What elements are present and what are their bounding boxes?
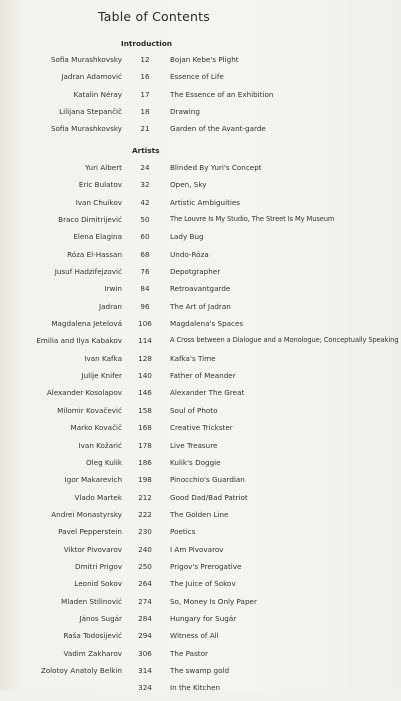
toc-entry (0, 215, 401, 232)
entry-page-number: 18 (140, 106, 150, 116)
entry-essay-title: Good Dad/Bad Patriot (170, 492, 248, 502)
toc-entry (0, 336, 401, 353)
entry-page-number: 32 (140, 180, 150, 190)
entry-essay-title: Garden of the Avant-garde (170, 124, 266, 134)
entry-page-number: 250 (138, 561, 152, 571)
entry-essay-title: The Louvre Is My Studio, The Street Is My Museum (170, 215, 335, 224)
entry-author: János Sugár (79, 613, 122, 623)
toc-entry (0, 475, 401, 492)
entry-page-number: 106 (138, 319, 152, 329)
entry-essay-title: Hungary for Sugár (170, 613, 237, 623)
toc-entry (0, 250, 401, 267)
toc-entry (0, 579, 401, 596)
entry-author: Róza El-Hassan (67, 249, 122, 259)
entry-author: Mladen Stilinović (61, 596, 122, 606)
entry-essay-title: Retroavantgarde (170, 284, 231, 294)
entry-essay-title: Pinocchio's Guardian (170, 475, 245, 485)
entry-page-number: 314 (138, 665, 152, 675)
entry-author: Zolotoy Anatoly Belkin (40, 665, 122, 675)
entry-essay-title: Soul of Photo (170, 405, 218, 415)
entry-essay-title: Prigov's Prerogative (170, 561, 242, 571)
entry-author: Irwin (104, 284, 122, 294)
entry-page-number: 284 (138, 613, 152, 623)
toc-entry (0, 90, 401, 107)
toc-entry (0, 406, 401, 423)
entry-page-number: 140 (138, 371, 152, 381)
entry-page-number: 294 (138, 631, 152, 641)
entry-author: Eric Bulatov (78, 180, 122, 190)
introduction-list (0, 55, 401, 141)
toc-entry (0, 545, 401, 562)
toc-entry (0, 163, 401, 180)
toc-entry (0, 631, 401, 648)
entry-page-number: 212 (138, 492, 152, 502)
toc-entry (0, 284, 401, 301)
entry-essay-title: Artistic Ambiguities (170, 197, 241, 207)
entry-essay-title: Live Treasure (170, 440, 218, 450)
entry-page-number: 12 (140, 55, 150, 64)
entry-author: Katalin Néray (73, 89, 122, 99)
entry-author: Ivan Kožarić (78, 440, 122, 450)
entry-essay-title: Kulik's Doggie (170, 457, 221, 467)
entry-essay-title: The Golden Line (170, 509, 229, 519)
entry-essay-title: The Juice of Sokov (170, 579, 236, 589)
entry-author: Braco Dimitrijević (58, 215, 122, 225)
toc-entry (0, 124, 401, 141)
toc-entry (0, 198, 401, 215)
entry-author: Pavel Pepperstein (58, 527, 122, 537)
entry-author: Jadran Adamović (61, 72, 122, 82)
toc-entry (0, 319, 401, 336)
entry-page-number: 146 (138, 388, 152, 398)
entry-page-number: 114 (138, 336, 152, 346)
entry-essay-title: I Am Pivovarov (170, 544, 224, 554)
entry-essay-title: So, Money Is Only Paper (170, 596, 257, 606)
entry-page-number: 274 (138, 596, 152, 606)
entry-essay-title: Father of Meander (170, 371, 236, 381)
toc-entry (0, 388, 401, 405)
toc-entry (0, 72, 401, 89)
entry-author: Marko Kovačič (70, 423, 122, 433)
entry-author: Oleg Kulik (86, 457, 122, 467)
toc-entry (0, 55, 401, 72)
entry-author: Elena Elagina (73, 232, 122, 242)
toc-entry (0, 267, 401, 284)
toc-entry (0, 666, 401, 683)
entry-author: Andrei Monastyrsky (51, 509, 122, 519)
entry-essay-title: The Pastor (170, 648, 208, 658)
entry-page-number: 24 (140, 163, 150, 172)
toc-entry (0, 649, 401, 666)
entry-page-number: 21 (140, 124, 150, 134)
toc-entry (0, 232, 401, 249)
entry-essay-title: Blinded By Yuri's Concept (170, 163, 262, 172)
entry-essay-title: Undo-Róza (170, 249, 209, 259)
entry-page-number: 186 (138, 457, 152, 467)
entry-page-number: 306 (138, 648, 152, 658)
entry-page-number: 178 (138, 440, 152, 450)
entry-page-number: 60 (140, 232, 150, 242)
entry-author: Leonid Sokov (74, 579, 122, 589)
entry-essay-title: Bojan Kebe's Plight (170, 55, 239, 64)
entry-author: Jusuf Hadzifejzović (54, 267, 122, 277)
entry-author: Dmitri Prigov (75, 561, 122, 571)
page-title: Table of Contents (98, 9, 210, 24)
entry-page-number: 16 (140, 72, 150, 82)
entry-essay-title: Alexander The Great (170, 388, 245, 398)
entry-page-number: 324 (138, 683, 152, 693)
entry-essay-title: Drawing (170, 106, 200, 116)
entry-page-number: 240 (138, 544, 152, 554)
toc-entry (0, 597, 401, 614)
entry-page-number: 222 (138, 509, 152, 519)
entry-author: Vadim Zakharov (63, 648, 122, 658)
entry-author: Sofia Murashkovsky (50, 55, 122, 64)
toc-entry (0, 562, 401, 579)
toc-entry (0, 683, 401, 700)
section-heading-artists: Artists (132, 146, 160, 155)
entry-page-number: 158 (138, 405, 152, 415)
toc-entry (0, 302, 401, 319)
entry-page-number: 76 (140, 267, 150, 277)
entry-essay-title: Witness of All (170, 631, 219, 641)
entry-page-number: 198 (138, 475, 152, 485)
entry-essay-title: The swamp gold (170, 665, 230, 675)
entry-author: Yuri Albert (84, 163, 122, 172)
entry-author: Emilia and Ilya Kabakov (36, 336, 122, 346)
toc-entry (0, 510, 401, 527)
entry-essay-title: Magdalena's Spaces (170, 319, 244, 329)
entry-author: Raša Todosijević (63, 631, 122, 641)
entry-author: Alexander Kosolapov (46, 388, 122, 398)
entry-author: Milomir Kovačević (57, 405, 122, 415)
entry-page-number: 230 (138, 527, 152, 537)
entry-page-number: 42 (140, 197, 150, 207)
entry-page-number: 50 (140, 215, 150, 225)
artists-list (0, 163, 401, 701)
toc-entry (0, 493, 401, 510)
entry-author: Ivan Chuikov (75, 197, 122, 207)
entry-page-number: 17 (140, 89, 150, 99)
entry-author: Viktor Pivovarov (63, 544, 122, 554)
entry-essay-title: Open, Sky (170, 180, 207, 190)
entry-essay-title: A Cross between a Dialogue and a Monologue; Conceptually Speaking (170, 336, 399, 345)
section-heading-introduction: Introduction (121, 39, 172, 48)
toc-entry (0, 527, 401, 544)
entry-essay-title: Depotgrapher (170, 267, 221, 277)
toc-entry (0, 354, 401, 371)
toc-entry (0, 441, 401, 458)
entry-page-number: 84 (140, 284, 150, 294)
toc-entry (0, 107, 401, 124)
entry-essay-title: Kafka's Time (170, 353, 216, 363)
entry-essay-title: The Essence of an Exhibition (170, 89, 274, 99)
entry-essay-title: The Art of Jadran (170, 301, 231, 311)
entry-author: Magdalena Jetelová (51, 319, 122, 329)
entry-essay-title: Creative Trickster (170, 423, 233, 433)
entry-essay-title: Lady Bug (170, 232, 204, 242)
entry-page-number: 68 (140, 249, 150, 259)
toc-entry (0, 614, 401, 631)
entry-author: Vlado Martek (74, 492, 122, 502)
entry-page-number: 168 (138, 423, 152, 433)
entry-author: Ivan Kafka (84, 353, 122, 363)
entry-page-number: 264 (138, 579, 152, 589)
toc-entry (0, 371, 401, 388)
entry-essay-title: Poetics (170, 527, 196, 537)
toc-entry (0, 458, 401, 475)
entry-author: Lilijana Stepančič (59, 106, 122, 116)
entry-page-number: 96 (140, 301, 150, 311)
entry-author: Julije Knifer (81, 371, 122, 381)
toc-entry (0, 423, 401, 440)
entry-author: Jadran (98, 301, 122, 311)
entry-page-number: 128 (138, 353, 152, 363)
toc-entry (0, 180, 401, 197)
entry-author: Sofia Murashkovsky (50, 124, 122, 134)
entry-essay-title: Essence of Life (170, 72, 224, 82)
entry-essay-title: In the Kitchen (170, 683, 221, 693)
entry-author: Igor Makarevich (64, 475, 122, 485)
